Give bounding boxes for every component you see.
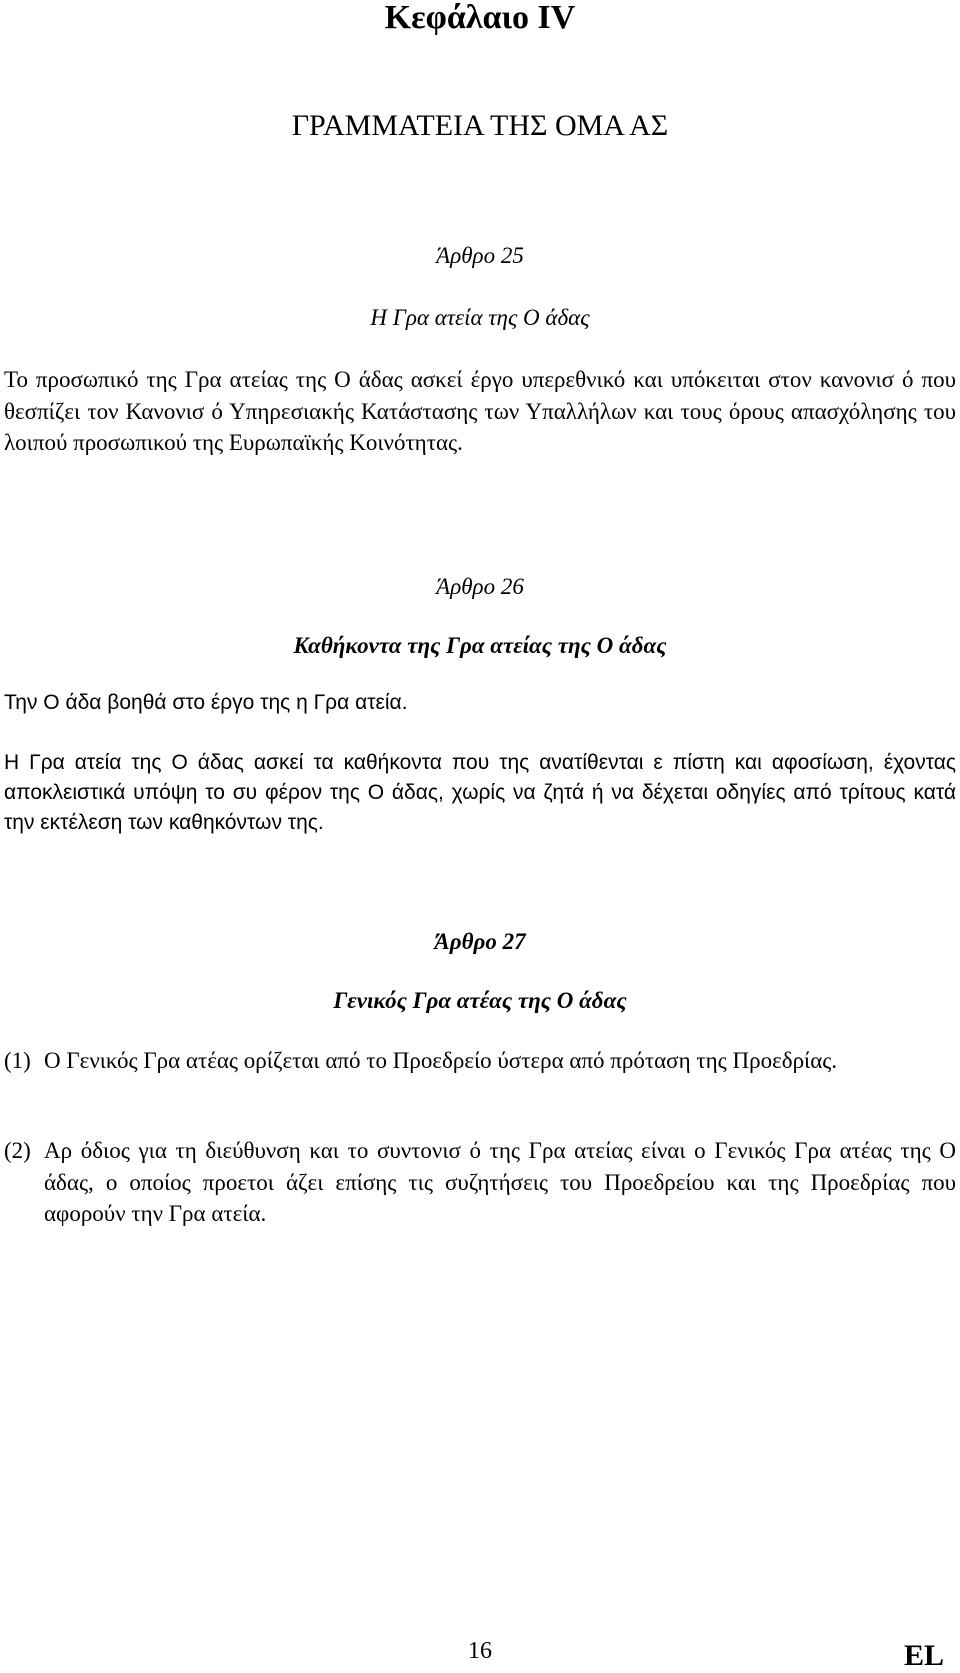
article-26-number: Άρθρο 26 [436,574,524,599]
page-number: 16 [468,1638,492,1664]
article-26-paragraph-1: Την Ο άδα βοηθά στο έργο της η Γρα ατεία. [4,691,408,714]
article-27-number: Άρθρο 27 [434,929,526,954]
article-27-item-2 [4,1135,956,1230]
article-25-title: Η Γρα ατεία της Ο άδας [370,305,590,330]
item-number: (2) [4,1138,31,1163]
item-number: (1) [4,1048,31,1073]
item-text: Αρ όδιος για τη διεύθυνση και το συντονισ ό της Γρα ατείας είναι ο Γενικός Γρα ατέας της Ο άδας, ο οποίος προετοι άζει επίσης τις συζητήσεις του Προεδρείου και της Προεδρίας που αφορούν την Γρα ατεία. [44,1138,956,1226]
language-code: EL [903,1639,944,1672]
article-25-number: Άρθρο 25 [436,243,524,268]
article-27-item-1 [4,1045,956,1077]
article-25-paragraph: Το προσωπικό της Γρα ατείας της Ο άδας ασκεί έργο υπερεθνικό και υπόκειται στον κανονισ ό που θεσπίζει τον Κανονισ ό Υπηρεσιακής Κατάστασης των Υπαλλήλων και τους όρους απασχόλησης του λοιπού προσωπικού της Ευρωπαϊκής Κοινότητας. [4,367,956,455]
section-title: ΓΡΑΜΜΑΤΕΙΑ ΤΗΣ ΟΜΑ ΑΣ [291,109,669,142]
chapter-title: Κεφάλαιο IV [384,0,576,36]
item-text: Ο Γενικός Γρα ατέας ορίζεται από το Προεδρείο ύστερα από πρόταση της Προεδρίας. [44,1048,838,1073]
article-26-title: Καθήκοντα της Γρα ατείας της Ο άδας [293,633,667,658]
article-26-paragraph-2: Η Γρα ατεία της Ο άδας ασκεί τα καθήκοντα που της ανατίθενται ε πίστη και αφοσίωση, έχοντας αποκλειστικά υπόψη το συ φέρον της Ο άδας, χωρίς να ζητά ή να δέχεται οδηγίες από τρίτους κατά την εκτέλεση των καθηκόντων της. [4,751,956,834]
article-27-title: Γενικός Γρα ατέας της Ο άδας [333,988,627,1013]
